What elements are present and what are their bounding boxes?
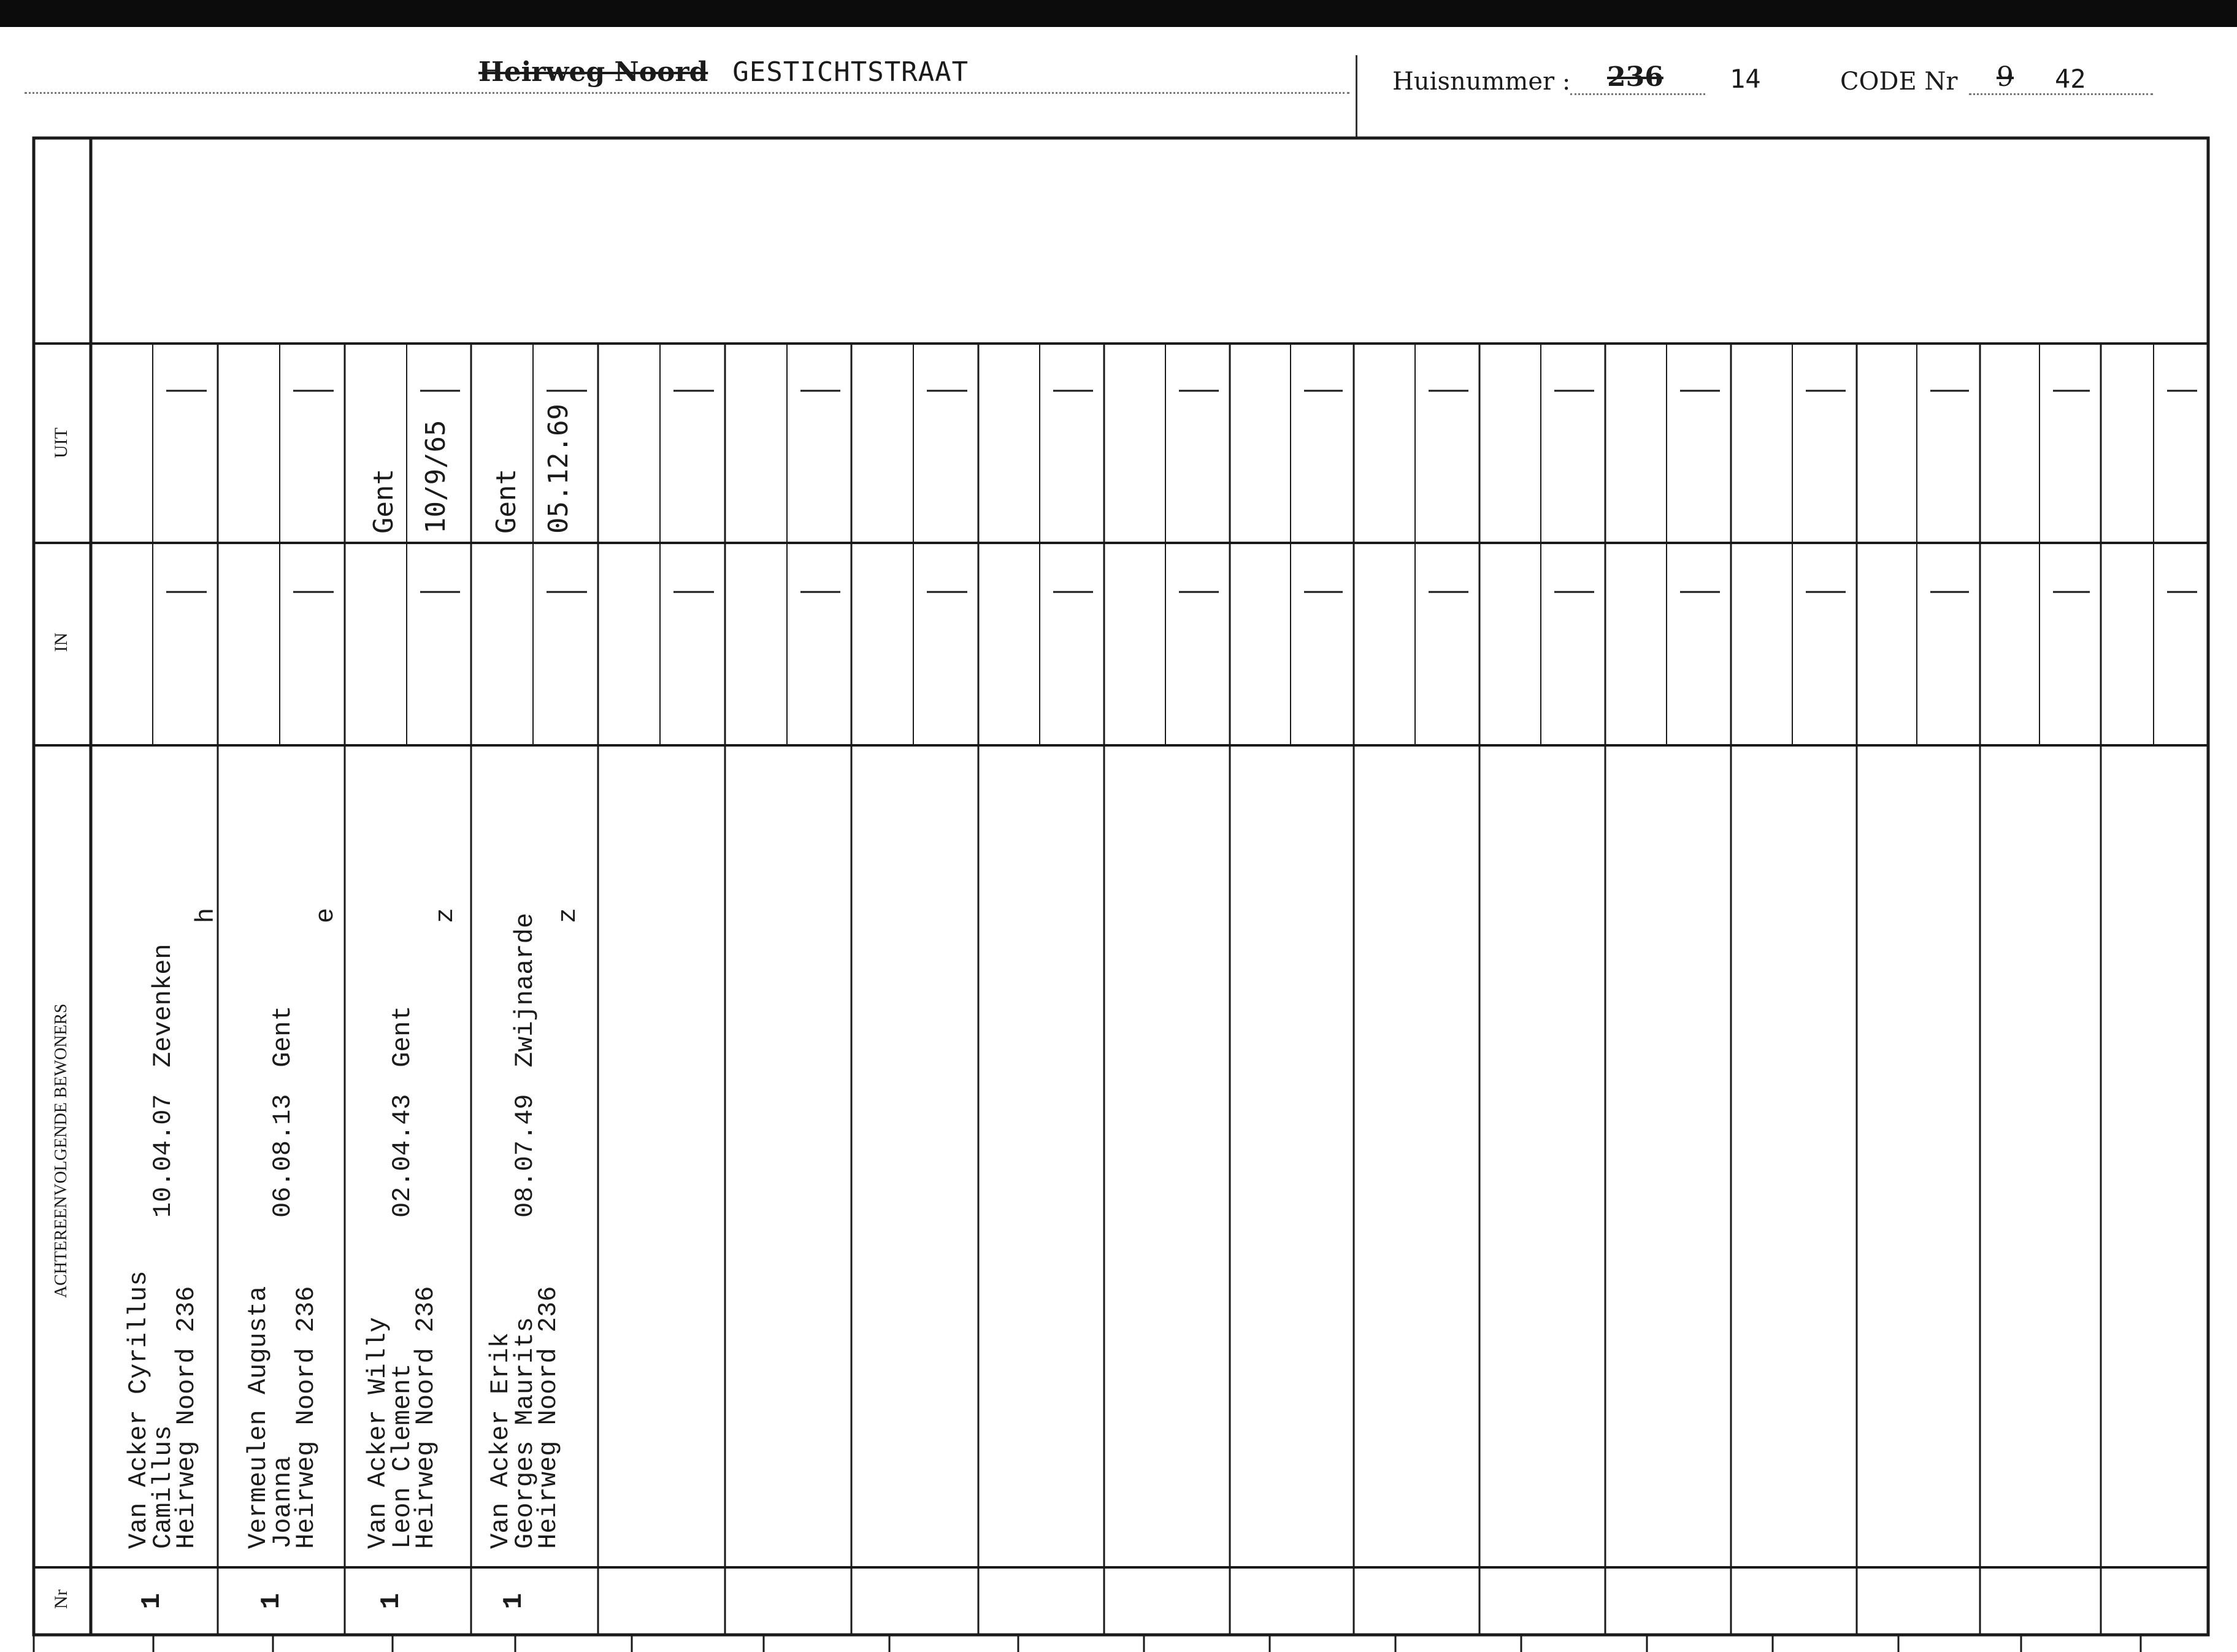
code-nr-new: 42 [2055,64,2086,94]
resident-uit-date: 05.12.69 [543,404,574,534]
resident-birth-date: 02.04.43 [388,1094,417,1218]
resident-name-line1: Van Acker Cyrillus [124,1270,153,1549]
resident-nr: 1 [256,1592,288,1610]
resident-uit-date: 10/9/65 [420,420,451,534]
row-label-in: IN [51,632,71,652]
resident-birth-place: Zwijnaarde [510,912,540,1067]
huisnummer-old: 236 [1607,61,1663,93]
row-label-nr: Nr [51,1589,71,1609]
row-label-bewoners: ACHTEREENVOLGENDE BEWONERS [52,1004,71,1298]
resident-birth-place: Gent [388,1005,417,1067]
street-name-old: Heirweg Noord [478,56,708,88]
resident-address: Heirweg Noord 236 [534,1286,563,1549]
resident-name-line1: Van Acker Erik [486,1332,515,1549]
resident-name-line2: Georges Maurits [510,1316,540,1549]
resident-code-letter: z [553,907,583,923]
resident-address: Heirweg Noord 236 [291,1286,321,1549]
resident-birth-date: 10.04.07 [148,1094,178,1218]
resident-address: Heirweg Noord 236 [172,1286,201,1549]
resident-name-line2: Camillus [148,1425,178,1549]
resident-name-line2: Joanna [268,1456,297,1549]
resident-birth-date: 06.08.13 [268,1094,297,1218]
huisnummer-new: 14 [1730,64,1761,94]
resident-birth-place: Zevenken [148,943,178,1067]
row-label-uit: UIT [51,428,71,458]
resident-uit-place: Gent [368,469,399,534]
resident-birth-date: 08.07.49 [510,1094,540,1218]
resident-nr: 1 [376,1592,407,1610]
resident-name-line1: Vermeulen Augusta [244,1286,273,1549]
resident-nr: 1 [499,1592,530,1610]
street-name-new: GESTICHTSTRAAT [732,56,969,88]
resident-nr: 1 [137,1592,168,1610]
code-nr-old: 9 [1997,61,2014,93]
code-nr-label: CODE Nr [1840,67,1958,96]
resident-birth-place: Gent [268,1005,297,1067]
resident-uit-place: Gent [491,469,522,534]
resident-name-line2: Leon Clement [388,1363,417,1549]
resident-code-letter: e [311,907,340,923]
resident-code-letter: h [191,907,221,923]
resident-code-letter: z [431,907,460,923]
resident-name-line1: Van Acker Willy [363,1316,393,1549]
huisnummer-label: Huisnummer : [1392,67,1571,96]
resident-address: Heirweg Noord 236 [411,1286,440,1549]
